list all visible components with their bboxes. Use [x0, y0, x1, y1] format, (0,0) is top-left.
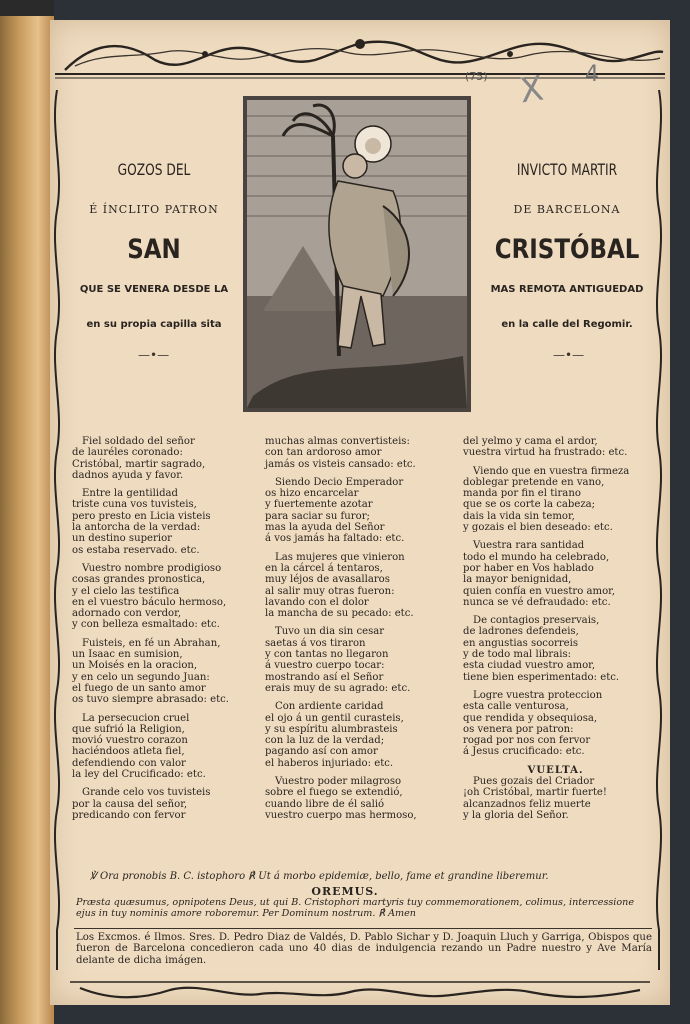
stanza — [72, 563, 252, 631]
verse-line: y con belleza esmaltado: etc. — [72, 619, 220, 631]
verse-line: sobre el fuego se extendió, — [265, 787, 403, 799]
verse-line: manda por fin el tirano — [463, 488, 581, 500]
verse-line: de lauréles coronado: — [72, 447, 183, 459]
verse-line: á Jesus crucificado: etc. — [463, 746, 585, 758]
verse-line: movió vuestro corazon — [72, 735, 188, 747]
verse-line: Pues gozais del Criador — [473, 776, 595, 788]
ornament-right: —•— — [553, 348, 585, 362]
title-invicto-martir: INVICTO MARTIR — [516, 160, 618, 179]
title-calle-regomir: en la calle del Regomir. — [501, 319, 633, 330]
ornamental-border-bottom — [70, 978, 650, 1002]
verse-line: la antorcha de la verdad: — [72, 522, 201, 534]
verse-line: quien confía en vuestro amor, — [463, 585, 616, 597]
verse-line: rogad por nos con fervor — [463, 735, 591, 747]
verse-line: y con tantas no llegaron — [265, 649, 389, 661]
verse-line: alcanzadnos feliz muerte — [463, 798, 591, 810]
verse-column-2 — [265, 436, 455, 828]
verse-line: de ladrones defendeis, — [463, 626, 579, 638]
verse-line: en angustias socorreis — [463, 637, 579, 649]
vuelta-heading: VUELTA. — [527, 764, 584, 776]
title-cristobal: CRISTÓBAL — [494, 234, 640, 265]
number-mark: 4 — [585, 62, 599, 87]
verse-line: la mancha de su pecado: etc. — [265, 608, 414, 620]
verse-line: y de todo mal librais: — [463, 649, 572, 661]
stanza — [72, 787, 252, 821]
verse-line: tiene bien esperimentado: etc. — [463, 671, 620, 683]
verse-line: pero presto en Licia visteis — [72, 510, 211, 522]
stanza — [265, 552, 455, 620]
stanza — [265, 701, 455, 769]
verse-line: esta calle venturosa, — [463, 701, 569, 713]
verse-line: y gozais el bien deseado: etc. — [463, 522, 613, 534]
verse-line: muchas almas convertisteis: — [265, 436, 410, 447]
verse-line: del yelmo y cama el ardor, — [463, 436, 598, 447]
verse-line: pagando así con amor — [265, 746, 378, 758]
verse-line: Entre la gentilidad — [82, 488, 179, 500]
spine-shadow — [0, 0, 54, 16]
verse-line: defendiendo con valor — [72, 757, 186, 769]
verse-line: Vuestro poder milagroso — [275, 776, 402, 788]
verse-line: cuando libre de él salió — [265, 798, 385, 810]
verse-line: os venera por patron: — [463, 723, 574, 735]
stanza — [265, 436, 455, 470]
verse-line: La persecucion cruel — [82, 712, 190, 724]
verse-column-1 — [72, 436, 252, 828]
verse-line: por la causa del señor, — [72, 798, 188, 810]
stanza — [72, 713, 252, 781]
verse-line: doblegar pretende en vano, — [463, 476, 605, 488]
verse-line: mas la ayuda del Señor — [265, 522, 385, 534]
verse-line: en el vuestro báculo hermoso, — [72, 596, 227, 608]
verse-line: el fuego de un santo amor — [72, 682, 206, 694]
stanza — [72, 488, 252, 556]
verse-line: mostrando así el Señor — [265, 671, 384, 683]
verse-line: á vuestro cuerpo tocar: — [265, 660, 385, 672]
verse-line: al salir muy otras fueron: — [265, 585, 395, 597]
verse-line: un destino superior — [72, 533, 172, 545]
title-de-barcelona: DE BARCELONA — [513, 203, 621, 216]
cross-mark: X — [517, 68, 546, 112]
verse-line: Fiel soldado del señor — [82, 436, 195, 447]
verse-line: cosas grandes pronostica, — [72, 574, 206, 586]
stanza — [72, 638, 252, 706]
stanza — [265, 477, 455, 545]
oremus-heading: OREMUS. — [311, 885, 379, 898]
verse-line: jamás os visteis cansado: etc. — [265, 458, 416, 470]
verse-line: Logre vuestra proteccion — [473, 689, 603, 701]
stanza — [463, 690, 648, 758]
verse-line: Las mujeres que vinieron — [275, 551, 405, 563]
verse-line: Grande celo vos tuvisteis — [82, 787, 211, 799]
stanza — [463, 436, 648, 459]
verse-line: que se os corte la cabeza; — [463, 499, 596, 511]
versicle-line: ℣ Ora pronobis B. C. istophoro ℟ Ut á morbo epidemiæ, bello, fame et grandine liberemur. — [90, 871, 549, 882]
title-remota-antiguedad: MAS REMOTA ANTIGUEDAD — [490, 284, 644, 295]
prayer-text: Præsta quæsumus, opnipotens Deus, ut qui B. Cristophori martyris tuy commemorationem, colimus, intercessione ejus in tuy nominis amore roboremur. Per Dominum nostrum. ℟ Amen — [76, 897, 635, 919]
verse-line: y el cielo las testifica — [72, 585, 180, 597]
title-que-se-venera: QUE SE VENERA DESDE LA — [79, 284, 229, 295]
verse-line: Viendo que en vuestra firmeza — [473, 465, 630, 477]
verse-line: Siendo Decio Emperador — [275, 476, 404, 488]
verse-line: un Isaac en sumision, — [72, 649, 183, 661]
stanza — [265, 776, 455, 821]
verse-column-3 — [463, 436, 648, 828]
verse-line: os hizo encarcelar — [265, 488, 359, 500]
ornament-left: —•— — [138, 348, 170, 362]
closing-stanza — [463, 776, 648, 821]
ornamental-border-left — [50, 90, 64, 970]
verse-line: Vuestro nombre prodigioso — [82, 562, 222, 574]
verse-line: que sufrió la Religion, — [72, 723, 185, 735]
verse-line: Con ardiente caridad — [275, 701, 384, 713]
title-inclito-patron: É ÍNCLITO PATRON — [89, 203, 219, 216]
verse-line: con tan ardoroso amor — [265, 447, 382, 459]
verse-line: Cristóbal, martir sagrado, — [72, 458, 206, 470]
verse-line: vuestra virtud ha frustrado: etc. — [463, 447, 628, 459]
verse-line: Vuestra rara santidad — [473, 540, 585, 552]
saint-christopher-woodcut-icon — [243, 96, 471, 412]
stanza — [463, 466, 648, 534]
verse-line: muy léjos de avasallaros — [265, 574, 390, 586]
verse-line: dadnos ayuda y favor. — [72, 469, 184, 481]
verse-line: para saciar su furor; — [265, 510, 370, 522]
verse-line: os tuvo siempre abrasado: etc. — [72, 694, 229, 706]
ornamental-border-right — [652, 90, 666, 970]
book-spine — [0, 0, 54, 1024]
verse-line: y en celo un segundo Juan: — [72, 671, 210, 683]
verse-line: y fuertemente azotar — [265, 499, 373, 511]
ornamental-border-top — [55, 30, 665, 82]
verse-line: el haberos injuriado: etc. — [265, 757, 394, 769]
verse-line: Fuisteis, en fé un Abrahan, — [82, 637, 221, 649]
verse-line: y la gloria del Señor. — [463, 809, 569, 821]
title-gozos-del: GOZOS DEL — [117, 160, 191, 179]
verse-line: os estaba reservado. etc. — [72, 544, 200, 556]
divider — [74, 928, 652, 929]
verse-line: por haber en Vos hablado — [463, 562, 594, 574]
verse-line: que rendida y obsequiosa, — [463, 712, 598, 724]
title-san: SAN — [127, 234, 181, 265]
verse-line: en la cárcel á tentaros, — [265, 562, 383, 574]
verse-line: predicando con fervor — [72, 809, 186, 821]
verse-line: el ojo á un gentil curasteis, — [265, 712, 404, 724]
verse-line: ¡oh Cristóbal, martir fuerte! — [463, 787, 607, 799]
stanza — [265, 626, 455, 694]
verse-line: la ley del Crucificado: etc. — [72, 769, 206, 781]
stanza — [72, 436, 252, 481]
verse-line: á vos jamás ha faltado: etc. — [265, 533, 405, 545]
verse-line: dais la vida sin temor, — [463, 510, 575, 522]
verse-line: todo el mundo ha celebrado, — [463, 551, 610, 563]
verse-line: vuestro cuerpo mas hermoso, — [265, 809, 417, 821]
verse-line: De contagios preservais, — [473, 615, 600, 627]
verse-line: lavando con el dolor — [265, 596, 369, 608]
verse-line: triste cuna vos tuvisteis, — [72, 499, 197, 511]
title-capilla: en su propia capilla sita — [86, 319, 222, 330]
verse-line: adornado con verdor, — [72, 608, 182, 620]
verse-line: saetas á vos tiraron — [265, 637, 366, 649]
stanza — [463, 615, 648, 683]
verse-line: erais muy de su agrado: etc. — [265, 682, 411, 694]
verse-line: Tuvo un dia sin cesar — [275, 626, 385, 638]
verse-line: la mayor benignidad, — [463, 574, 572, 586]
verse-line: y su espíritu alumbrasteis — [265, 723, 398, 735]
indulgence-text: Los Excmos. é Ilmos. Sres. D. Pedro Diaz de Valdés, D. Pablo Sichar y D. Joaquin Lluch y Garriga, Obispos que fueron de Barcelona concedieron cada uno 40 dias de indulgencia rezando un Padre nuestro y Ave María delante de dicha imágen. — [76, 932, 652, 966]
verse-line: haciéndoos atleta fiel, — [72, 746, 185, 758]
verse-line: nunca se vé defraudado: etc. — [463, 596, 611, 608]
catalog-mark: (75) — [465, 70, 488, 83]
verse-line: con la luz de la verdad; — [265, 735, 385, 747]
verse-line: esta ciudad vuestro amor, — [463, 660, 596, 672]
verse-line: un Moisés en la oracion, — [72, 660, 198, 672]
stanza — [463, 540, 648, 608]
